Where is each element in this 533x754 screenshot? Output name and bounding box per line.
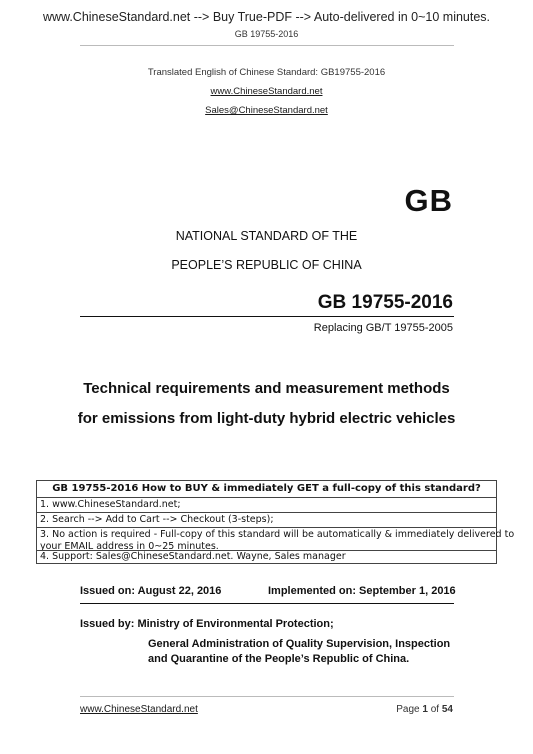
title-line-2: for emissions from light-duty hybrid electric vehicles: [77, 410, 456, 427]
translation-website-link[interactable]: www.ChineseStandard.net: [210, 86, 323, 97]
issuer-second: General Administration of Quality Supervision, Inspection and Quarantine of the People’s Republic of China.: [148, 638, 451, 665]
page-indicator: [396, 704, 453, 715]
buy-box-divider: [37, 527, 496, 528]
buy-box-item-3-cont: your EMAIL address in 0~25 minutes.: [40, 541, 219, 552]
translation-note: Translated English of Chinese Standard: GB19755-2016: [147, 67, 386, 78]
buy-box-divider: [37, 512, 496, 513]
buy-box-title: GB 19755-2016 How to BUY & immediately GET a full-copy of this standard?: [52, 483, 481, 494]
footer-website-wrap: [80, 704, 198, 715]
standard-rule: [80, 316, 454, 317]
title-line-1: Technical requirements and measurement methods: [83, 380, 450, 397]
buy-box-item-4: 4. Support: Sales@ChineseStandard.net. Wayne, Sales manager: [40, 551, 346, 562]
header-banner: www.ChineseStandard.net --> Buy True-PDF --> Auto-delivered in 0~10 minutes.: [42, 10, 491, 24]
dates-rule: [80, 603, 454, 604]
standard-number: GB 19755-2016: [317, 292, 453, 313]
issued-by: Issued by: Ministry of Environmental Protection;: [80, 618, 334, 630]
footer-divider: [80, 696, 454, 697]
buy-box-item-1[interactable]: 1. www.ChineseStandard.net;: [40, 499, 181, 510]
buy-box-item-2: 2. Search --> Add to Cart --> Checkout (3-steps);: [40, 514, 274, 525]
buy-box-item-3: 3. No action is required - Full-copy of this standard will be automatically & immediately delivered to: [40, 529, 515, 540]
page-total: 54: [441, 704, 453, 715]
national-line-2: PEOPLE’S REPUBLIC OF CHINA: [171, 258, 362, 272]
gb-mark: GB: [404, 183, 453, 218]
translation-website-wrap: [0, 86, 533, 97]
header-divider: [80, 45, 454, 46]
page-of: of: [427, 704, 442, 715]
header-doc-code: GB 19755-2016: [234, 29, 299, 39]
page-prefix: Page: [396, 704, 423, 715]
translation-email-link[interactable]: Sales@ChineseStandard.net: [205, 105, 328, 116]
national-line-1: NATIONAL STANDARD OF THE: [175, 229, 358, 243]
page-current: 1: [422, 704, 428, 715]
buy-box: [36, 480, 515, 564]
implemented-date: Implemented on: September 1, 2016: [268, 585, 456, 597]
issued-date: Issued on: August 22, 2016: [80, 585, 222, 597]
buy-box-divider: [37, 497, 496, 498]
translation-email-wrap: [0, 105, 533, 116]
replacing-note: Replacing GB/T 19755-2005: [313, 322, 453, 334]
footer-website-link[interactable]: www.ChineseStandard.net: [80, 704, 198, 715]
